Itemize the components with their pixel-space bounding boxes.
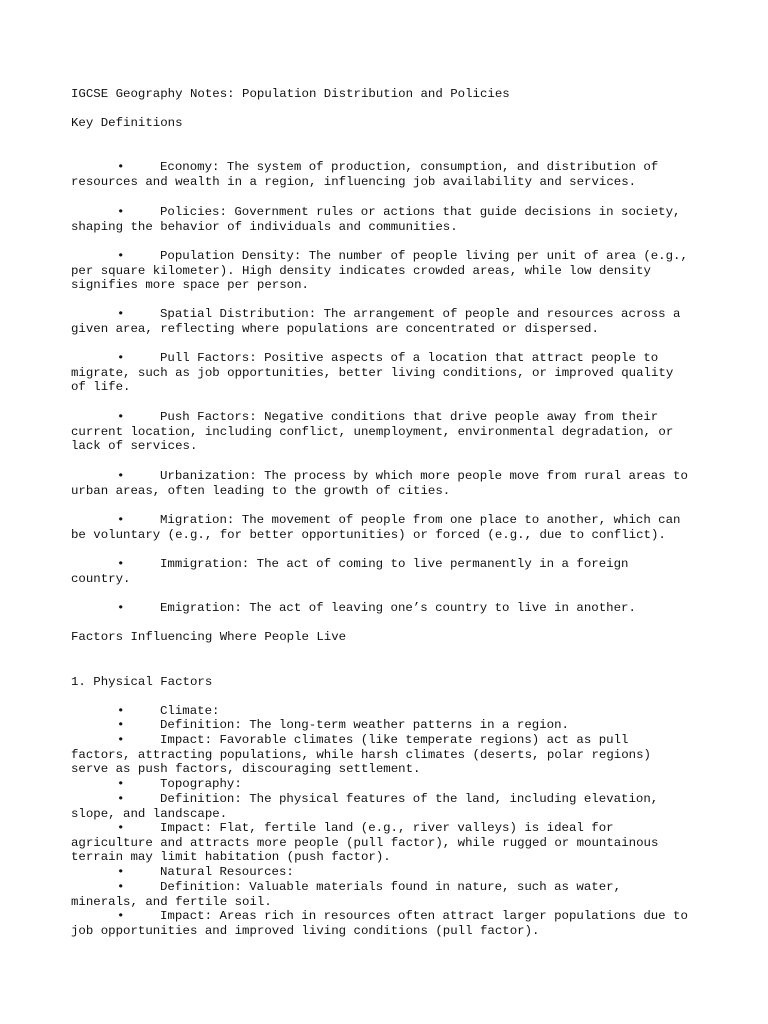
definition-pull-factors: Pull Factors: Positive aspects of a location that attract people to migrate, such as job opportunities, better living conditions, or improved quality of life.: [71, 351, 674, 395]
bullet-icon: •: [117, 160, 125, 174]
topography-definition: Definition: The physical features of the land, including elevation, slope, and landscape.: [71, 792, 659, 821]
definition-push-factors: Push Factors: Negative conditions that drive people away from their current location, including conflict, unemployment, environmental degradation, or lack of services.: [71, 410, 674, 454]
bullet-icon: •: [117, 249, 125, 263]
key-definitions-heading: Key Definitions: [71, 116, 183, 130]
bullet-icon: •: [117, 557, 125, 571]
bullet-icon: •: [117, 880, 125, 894]
definition-emigration: Emigration: The act of leaving one’s country to live in another.: [160, 601, 636, 615]
bullet-icon: •: [117, 351, 125, 365]
bullet-icon: •: [117, 821, 125, 835]
bullet-icon: •: [117, 909, 125, 923]
bullet-icon: •: [117, 513, 125, 527]
bullet-icon: •: [117, 205, 125, 219]
definition-immigration: Immigration: The act of coming to live permanently in a foreign country.: [71, 557, 629, 586]
climate-definition: Definition: The long-term weather patterns in a region.: [160, 718, 569, 732]
definition-policies: Policies: Government rules or actions that guide decisions in society, shaping the behavior of individuals and communities.: [71, 205, 681, 234]
physical-factors-heading: 1. Physical Factors: [71, 675, 213, 689]
bullet-icon: •: [117, 601, 125, 615]
topography-impact: Impact: Flat, fertile land (e.g., river valleys) is ideal for agriculture and attracts more people (pull factor), while rugged or mountainous terrain may limit habitation (push factor).: [71, 821, 659, 865]
bullet-icon: •: [117, 865, 125, 879]
natural-resources-impact: Impact: Areas rich in resources often attract larger populations due to job opportunities and improved living conditions (pull factor).: [71, 909, 688, 938]
bullet-icon: •: [117, 792, 125, 806]
bullet-icon: •: [117, 777, 125, 791]
bullet-icon: •: [117, 469, 125, 483]
factors-heading: Factors Influencing Where People Live: [71, 630, 347, 644]
definition-urbanization: Urbanization: The process by which more people move from rural areas to urban areas, often leading to the growth of cities.: [71, 469, 688, 498]
climate-label: Climate:: [160, 704, 220, 718]
definition-migration: Migration: The movement of people from one place to another, which can be voluntary (e.g., for better opportunities) or forced (e.g., due to conflict).: [71, 513, 681, 542]
document-title: IGCSE Geography Notes: Population Distribution and Policies: [71, 87, 510, 101]
natural-resources-definition: Definition: Valuable materials found in nature, such as water, minerals, and fertile soil.: [71, 880, 622, 909]
bullet-icon: •: [117, 733, 125, 747]
climate-impact: Impact: Favorable climates (like temperate regions) act as pull factors, attracting populations, while harsh climates (deserts, polar regions) serve as push factors, discouraging settlement.: [71, 733, 651, 777]
bullet-icon: •: [117, 704, 125, 718]
bullet-icon: •: [117, 718, 125, 732]
bullet-icon: •: [117, 307, 125, 321]
definition-economy: Economy: The system of production, consumption, and distribution of resources and wealth in a region, influencing job availability and services.: [71, 160, 659, 189]
definition-population-density: Population Density: The number of people living per unit of area (e.g., per square kilometer). High density indicates crowded areas, while low density signifies more space per person.: [71, 249, 688, 293]
natural-resources-label: Natural Resources:: [160, 865, 294, 879]
bullet-icon: •: [117, 410, 125, 424]
topography-label: Topography:: [160, 777, 242, 791]
definition-spatial-distribution: Spatial Distribution: The arrangement of people and resources across a given area, reflecting where populations are concentrated or dispersed.: [71, 307, 681, 336]
